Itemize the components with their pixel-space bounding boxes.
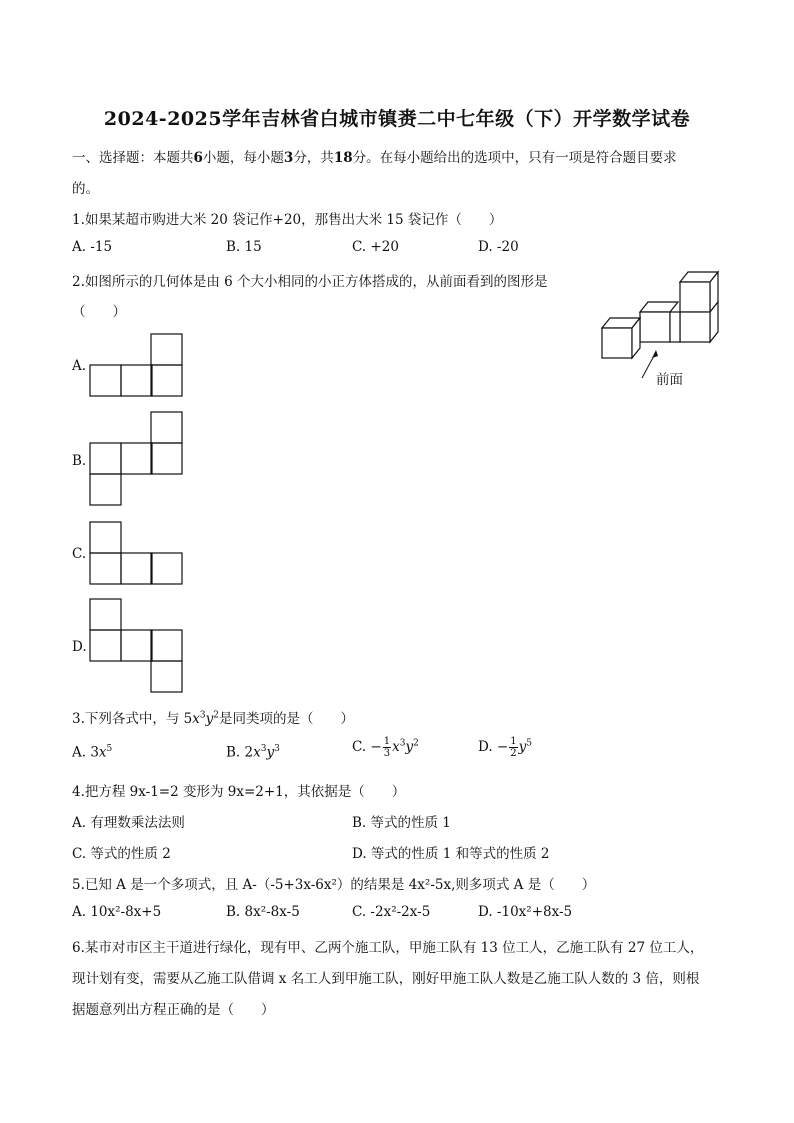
q3-stem-text: 是同类项的是（ ） [219,711,354,727]
q2-stem: 2.如图所示的几何体是由 6 个大小相同的小正方体搭成的，从前面看到的图形是 [72,274,548,290]
q2-stem-cont: （ ） [72,304,126,320]
q5-option-d: D. -10x²+8x-5 [478,904,573,920]
q2-option-c-label: C. [72,546,87,562]
q2-option-b-label: B. [72,453,87,469]
section-header-cont: 的。 [72,181,99,197]
section-text: 一、选择题：本题共 [72,150,194,166]
q5-stem: 5.已知 A 是一个多项式，且 A-（-5+3x-6x²）的结果是 4x²-5x,则多项式 A 是（ ） [72,877,596,893]
q6-stem-1: 6.某市对市区主干道进行绿化，现有甲、乙两个施工队，甲施工队有 13 位工人，乙施工队有 27 位工人， [72,940,704,956]
q3-stem: 3.下列各式中，与 $5x^3y^2$是同类项的是（ ） [72,710,354,727]
q5-option-a: A. 10x²-8x+5 [72,904,162,920]
q2-option-a-grid [89,333,185,397]
q4-option-a: A. 有理数乘法法则 [72,815,185,831]
q4-option-b: B. 等式的性质 1 [352,815,451,831]
q3-option-b-text: B. 2 [226,744,254,761]
front-label: 前面 [656,372,683,388]
q1-option-b: B. 15 [226,239,262,255]
q3-option-a-text: A. 3 [72,744,99,761]
q1-option-d: D. -20 [478,239,519,255]
q3-option-c: C. − $\frac{1}{3}$ $x^3y^2$ [352,736,419,759]
page-title: 2024-2025学年吉林省白城市镇赉二中七年级（下）开学数学试卷 [103,108,691,130]
q2-option-d-grid [89,598,185,694]
q3-option-c-text: C. − [352,739,382,755]
q2-option-d-label: D. [72,639,87,655]
q3-option-a: A. $3x^5$ [72,744,113,761]
q4-option-d: D. 等式的性质 1 和等式的性质 2 [352,846,550,862]
q3-option-d: D. − $\frac{1}{2}$ $y^5$ [478,736,532,759]
q1-option-c: C. +20 [352,239,399,255]
q3-option-b: B. $2x^3y^3$ [226,744,280,761]
q1-option-a: A. -15 [72,239,113,255]
section-text: 分。在每小题给出的选项中，只有一项是符合题目要求 [352,150,677,166]
q2-option-a-label: A. [72,358,87,374]
q6-stem-2: 现计划有变，需要从乙施工队借调 x 名工人到甲施工队，刚好甲施工队人数是乙施工队人数的 3 倍，则根 [72,971,700,987]
section-header [72,146,677,166]
q6-stem-3: 据题意列出方程正确的是（ ） [72,1002,275,1018]
q5-option-c: C. -2x²-2x-5 [352,904,431,920]
section-text: 小题，每小题 [202,150,284,166]
q5-option-b: B. 8x²-8x-5 [226,904,300,920]
q2-option-b-grid [89,411,185,507]
q2-option-c-grid [89,521,185,585]
points-each: 3 [283,150,294,166]
question-count: 6 [193,150,203,166]
q3-option-d-text: D. − [478,739,509,755]
section-text: 分，共 [293,150,334,166]
q4-stem: 4.把方程 9x-1=2 变形为 9x=2+1，其依据是（ ） [72,784,406,800]
q4-option-c: C. 等式的性质 2 [72,846,171,862]
q1-stem: 1.如果某超市购进大米 20 袋记作+20，那售出大米 15 袋记作（ ） [72,212,503,228]
points-total: 18 [333,150,353,166]
q3-stem-text: 3.下列各式中，与 5 [72,711,193,727]
